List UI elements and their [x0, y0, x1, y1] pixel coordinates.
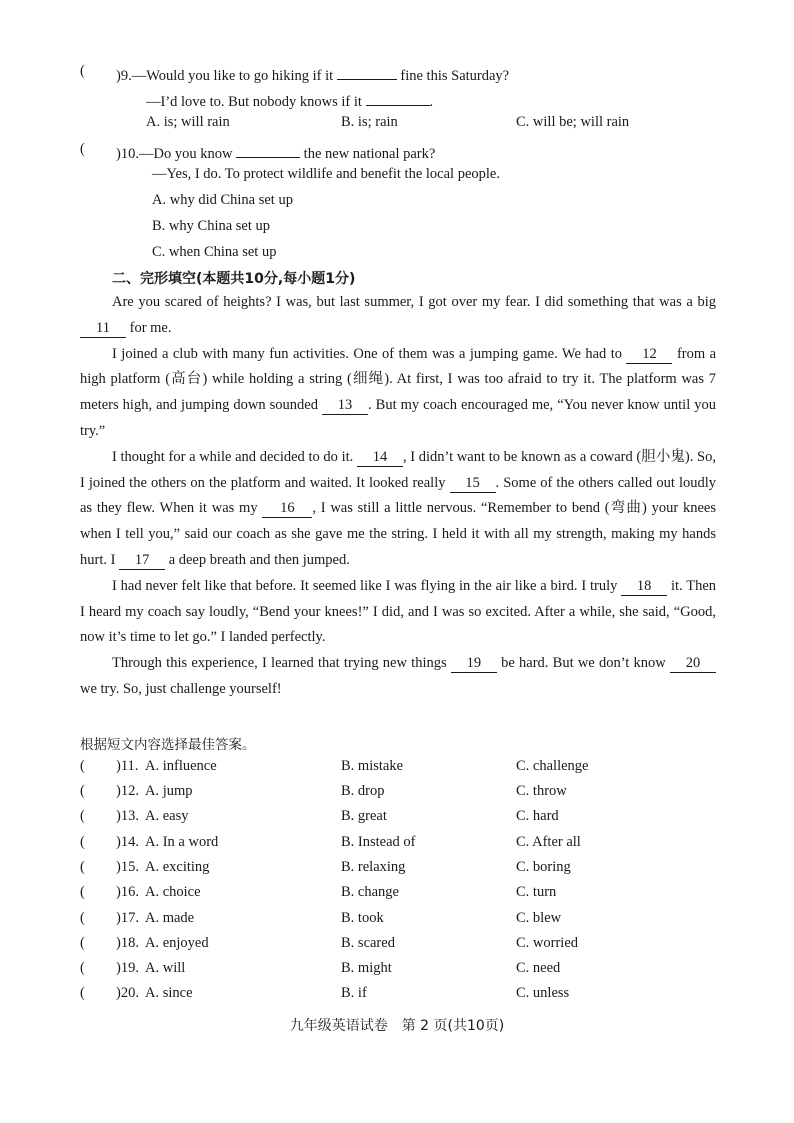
passage-text: I thought for a while and decided to do it.: [112, 448, 354, 465]
passage-text: . But my coach encouraged me, “You never know until you try.”: [80, 397, 716, 439]
passage-text: , I didn’t want to be known as a coward (胆小鬼). So, I joined the others on the platform and waited. It looked really: [80, 448, 716, 491]
option-b: B. relaxing: [341, 859, 406, 875]
answer-blank: [366, 89, 430, 106]
question-9-reply: [146, 89, 433, 111]
option-b: B. great: [341, 808, 387, 824]
answer-paren[interactable]: (: [80, 935, 85, 951]
cloze-passage: [80, 290, 716, 703]
option-b: B. change: [341, 884, 399, 900]
passage-text: Through this experience, I learned that trying new things: [112, 655, 447, 672]
answer-paren[interactable]: (: [80, 783, 85, 799]
answer-paren[interactable]: (: [80, 758, 85, 774]
section-title: 二、完形填空(本题共10分,每小题1分): [112, 271, 356, 287]
choice-number: )16.: [116, 884, 139, 900]
option-c: C. blew: [516, 910, 562, 926]
choice-number: )20.: [116, 985, 139, 1001]
blank-20: 20: [670, 654, 716, 673]
choice-number: )18.: [116, 935, 139, 951]
question-9-stem: [116, 63, 509, 85]
page-footer: 九年级英语试卷 第 2 页(共10页): [289, 1018, 505, 1034]
option-b: B. why China set up: [152, 218, 271, 234]
option-a: A. influence: [145, 758, 217, 774]
option-a: A. choice: [145, 884, 201, 900]
choice-number: )12.: [116, 783, 139, 799]
passage-paragraph: [80, 342, 716, 445]
blank-16: 16: [262, 499, 312, 518]
option-c: C. will be; will rain: [516, 114, 630, 130]
passage-text: we try. So, just challenge yourself!: [80, 680, 282, 697]
option-b: B. Instead of: [341, 834, 416, 850]
answer-paren[interactable]: (: [80, 859, 85, 875]
choice-number: )15.: [116, 859, 139, 875]
option-a: A. In a word: [145, 834, 219, 850]
blank-11: 11: [80, 319, 126, 338]
blank-14: 14: [357, 448, 403, 467]
choice-number: )11.: [116, 758, 139, 774]
answer-paren-9[interactable]: (: [80, 63, 85, 79]
option-c: C. need: [516, 960, 561, 976]
blank-15: 15: [450, 474, 496, 493]
instruction-text: 根据短文内容选择最佳答案。: [80, 737, 256, 753]
passage-text: I had never felt like that before. It seemed like I was flying in the air like a bird. I truly: [112, 577, 618, 594]
question-number: )9.: [116, 68, 132, 84]
blank-12: 12: [626, 345, 672, 364]
option-b: B. might: [341, 960, 392, 976]
option-c: C. turn: [516, 884, 557, 900]
option-c: C. worried: [516, 935, 579, 951]
passage-paragraph: [80, 651, 716, 703]
passage-text: Are you scared of heights? I was, but last summer, I got over my fear. I did something that was a big: [112, 294, 716, 310]
answer-paren[interactable]: (: [80, 960, 85, 976]
blank-18: 18: [621, 577, 667, 596]
option-a: A. since: [145, 985, 193, 1001]
answer-paren[interactable]: (: [80, 884, 85, 900]
option-b: B. took: [341, 910, 384, 926]
option-a: A. will: [145, 960, 186, 976]
answer-paren-10[interactable]: (: [80, 141, 85, 157]
option-a: A. made: [145, 910, 195, 926]
passage-text: from a high platform (高台) while holding a string (细绳). At first, I was too afraid to try it. The platform was 7 meters high, and jumping down sounded: [80, 345, 717, 414]
passage-text: it. Then I heard my coach say loudly, “Bend your knees!” I did, and I was so excited. After a while, she said, “Good, now it’s time to let go.” I landed perfectly.: [80, 577, 717, 646]
option-a: A. is; will rain: [146, 114, 230, 130]
question-10-stem: [116, 141, 435, 163]
answer-blank: [236, 141, 300, 158]
option-a: A. enjoyed: [145, 935, 209, 951]
answer-paren[interactable]: (: [80, 910, 85, 926]
option-b: B. scared: [341, 935, 395, 951]
question-text: fine this Saturday?: [400, 68, 510, 84]
option-c: C. throw: [516, 783, 567, 799]
option-b: B. mistake: [341, 758, 404, 774]
passage-text: a deep breath and then jumped.: [168, 551, 350, 568]
question-number: )10.: [116, 146, 139, 162]
answer-paren[interactable]: (: [80, 985, 85, 1001]
question-text: the new national park?: [303, 146, 436, 162]
answer-blank: [337, 63, 397, 80]
question-text: —Would you like to go hiking if it: [131, 68, 334, 84]
passage-paragraph: [80, 445, 716, 574]
option-b: B. drop: [341, 783, 385, 799]
option-b: B. if: [341, 985, 367, 1001]
passage-text: for me.: [129, 319, 172, 336]
blank-17: 17: [119, 551, 165, 570]
answer-paren[interactable]: (: [80, 834, 85, 850]
passage-text: , I was still a little nervous. “Remember to bend (弯曲) your knees when I tell you,” said our coach as she gave me the string. I held it with all my strength, making my hands hurt. I: [80, 500, 716, 568]
choice-number: )19.: [116, 960, 139, 976]
choice-number: )17.: [116, 910, 139, 926]
passage-paragraph: [80, 574, 716, 651]
choice-number: )14.: [116, 834, 139, 850]
reply-text: .: [429, 94, 434, 110]
option-c: C. After all: [516, 834, 581, 850]
option-c: C. boring: [516, 859, 571, 875]
answer-paren[interactable]: (: [80, 808, 85, 824]
option-c: C. hard: [516, 808, 559, 824]
option-a: A. why did China set up: [152, 192, 293, 208]
question-10-reply: —Yes, I do. To protect wildlife and benefit the local people.: [152, 166, 500, 182]
blank-19: 19: [451, 654, 497, 673]
passage-text: I joined a club with many fun activities. One of them was a jumping game. We had to: [112, 345, 623, 362]
option-c: C. challenge: [516, 758, 589, 774]
option-c: C. unless: [516, 985, 570, 1001]
passage-text: . Some of the others called out loudly as they flew. When it was my: [80, 474, 716, 517]
option-a: A. jump: [145, 783, 193, 799]
option-a: A. exciting: [145, 859, 210, 875]
reply-text: —I’d love to. But nobody knows if it: [146, 94, 362, 110]
choice-number: )13.: [116, 808, 139, 824]
question-text: —Do you know: [138, 146, 233, 162]
option-b: B. is; rain: [341, 114, 398, 130]
option-c: C. when China set up: [152, 244, 277, 260]
passage-paragraph: [80, 290, 716, 342]
passage-text: be hard. But we don’t know: [501, 655, 666, 672]
blank-13: 13: [322, 396, 368, 415]
option-a: A. easy: [145, 808, 189, 824]
